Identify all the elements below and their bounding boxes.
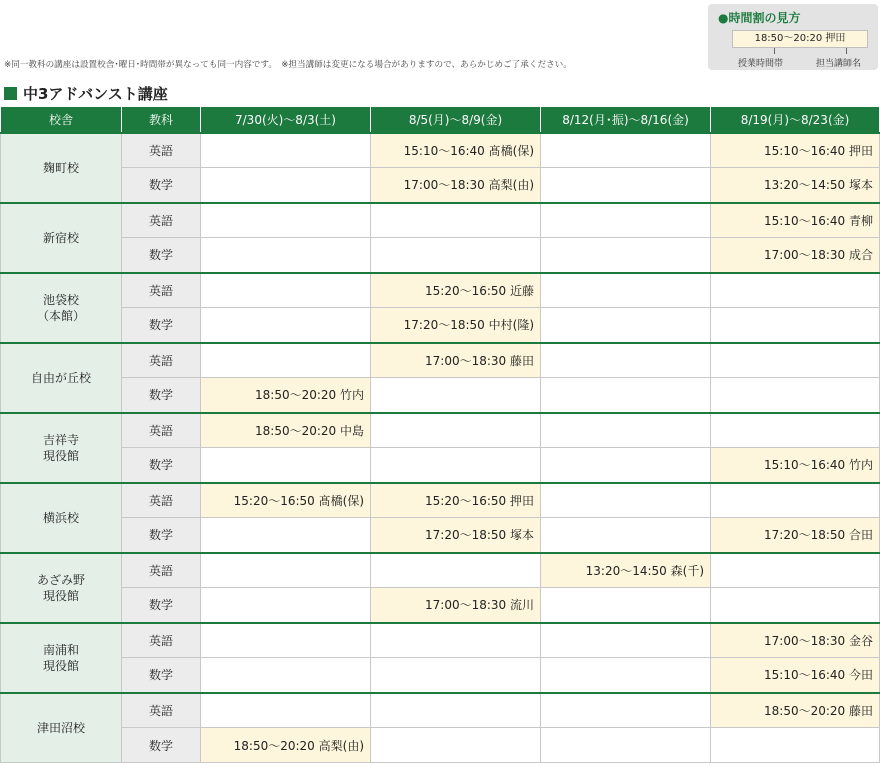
school-name-line: 津田沼校 (36, 720, 85, 735)
subject-cell: 数学 (122, 168, 201, 203)
class-slot-cell (371, 693, 541, 728)
header-week-3: 8/12(月･振)〜8/16(金) (541, 107, 711, 133)
school-name-cell (1, 413, 122, 483)
class-slot-cell (201, 623, 371, 658)
class-slot-cell (541, 623, 711, 658)
class-slot-cell: 13:20〜14:50 塚本 (711, 168, 880, 203)
legend-sample-slot: 18:50〜20:20 押田 (732, 30, 868, 48)
class-slot-cell (541, 413, 711, 448)
subject-cell: 数学 (122, 238, 201, 273)
header-school: 校舎 (1, 107, 122, 133)
class-slot-cell: 18:50〜20:20 高梨(由) (201, 728, 371, 763)
legend-tick-time (774, 48, 775, 54)
school-name-cell (1, 623, 122, 693)
class-slot-cell (541, 238, 711, 273)
school-name-cell (1, 693, 122, 763)
table-row (1, 273, 880, 308)
square-bullet-icon (4, 87, 17, 100)
class-slot-cell: 17:20〜18:50 塚本 (371, 518, 541, 553)
class-slot-cell: 17:00〜18:30 成合 (711, 238, 880, 273)
timetable-legend (708, 4, 878, 70)
table-row (1, 413, 880, 448)
schedule-table (0, 106, 880, 763)
class-slot-cell (371, 728, 541, 763)
subject-cell: 数学 (122, 378, 201, 413)
school-name-cell (1, 273, 122, 343)
table-row (1, 623, 880, 658)
subject-cell: 英語 (122, 203, 201, 238)
class-slot-cell: 17:00〜18:30 流川 (371, 588, 541, 623)
class-slot-cell (711, 378, 880, 413)
class-slot-cell: 17:00〜18:30 藤田 (371, 343, 541, 378)
class-slot-cell (711, 728, 880, 763)
class-slot-cell (371, 203, 541, 238)
class-slot-cell (371, 448, 541, 483)
table-row (1, 518, 880, 553)
subject-cell: 英語 (122, 273, 201, 308)
class-slot-cell (201, 203, 371, 238)
class-slot-cell: 15:10〜16:40 髙橋(保) (371, 133, 541, 168)
table-row (1, 693, 880, 728)
schedule-body (1, 133, 880, 763)
class-slot-cell (541, 728, 711, 763)
subject-cell: 英語 (122, 413, 201, 448)
subject-cell: 英語 (122, 623, 201, 658)
table-row (1, 483, 880, 518)
school-name-line: 新宿校 (42, 230, 79, 245)
section-title-text: 中3アドバンスト講座 (23, 85, 168, 103)
table-row (1, 378, 880, 413)
school-name-line: 現役館 (42, 448, 79, 463)
table-row (1, 308, 880, 343)
table-row (1, 658, 880, 693)
school-name-cell (1, 553, 122, 623)
subject-cell: 数学 (122, 308, 201, 343)
class-slot-cell: 15:20〜16:50 押田 (371, 483, 541, 518)
school-name-line: 横浜校 (42, 510, 79, 525)
header-week-4: 8/19(月)〜8/23(金) (711, 107, 880, 133)
subject-cell: 英語 (122, 553, 201, 588)
class-slot-cell (541, 203, 711, 238)
table-row (1, 168, 880, 203)
class-slot-cell: 15:20〜16:50 髙橋(保) (201, 483, 371, 518)
school-name-cell (1, 133, 122, 203)
class-slot-cell (541, 133, 711, 168)
table-row (1, 588, 880, 623)
header-week-1: 7/30(火)〜8/3(土) (201, 107, 371, 133)
school-name-line: 自由が丘校 (30, 370, 91, 385)
header-row (1, 107, 880, 133)
table-row (1, 553, 880, 588)
class-slot-cell: 17:20〜18:50 中村(隆) (371, 308, 541, 343)
class-slot-cell: 15:20〜16:50 近藤 (371, 273, 541, 308)
class-slot-cell (201, 553, 371, 588)
class-slot-cell (201, 658, 371, 693)
table-row (1, 448, 880, 483)
subject-cell: 英語 (122, 343, 201, 378)
header-week-2: 8/5(月)〜8/9(金) (371, 107, 541, 133)
class-slot-cell (541, 658, 711, 693)
school-name-line: 現役館 (42, 588, 79, 603)
class-slot-cell (201, 308, 371, 343)
class-slot-cell (541, 448, 711, 483)
table-row (1, 203, 880, 238)
class-slot-cell: 17:00〜18:30 高梨(由) (371, 168, 541, 203)
class-slot-cell (711, 273, 880, 308)
table-row (1, 343, 880, 378)
legend-tick-teacher (846, 48, 847, 54)
school-name-cell (1, 203, 122, 273)
school-name-line: 麹町校 (42, 160, 79, 175)
class-slot-cell: 15:10〜16:40 今田 (711, 658, 880, 693)
subject-cell: 数学 (122, 588, 201, 623)
subject-cell: 数学 (122, 518, 201, 553)
class-slot-cell (201, 588, 371, 623)
class-slot-cell: 17:00〜18:30 金谷 (711, 623, 880, 658)
class-slot-cell: 13:20〜14:50 森(千) (541, 553, 711, 588)
class-slot-cell (541, 378, 711, 413)
legend-label-teacher: 担当講師名 (816, 59, 862, 69)
class-slot-cell (371, 238, 541, 273)
class-slot-cell (541, 518, 711, 553)
subject-cell: 英語 (122, 483, 201, 518)
class-slot-cell (371, 413, 541, 448)
class-slot-cell (371, 378, 541, 413)
header-subject: 教科 (122, 107, 201, 133)
class-slot-cell (201, 448, 371, 483)
school-name-line: （本館） (36, 308, 85, 323)
class-slot-cell (711, 553, 880, 588)
class-slot-cell (201, 693, 371, 728)
class-slot-cell: 17:20〜18:50 合田 (711, 518, 880, 553)
school-name-cell (1, 343, 122, 413)
school-name-line: 池袋校 (42, 292, 79, 307)
legend-title: ●時間割の見方 (718, 11, 801, 25)
table-row (1, 728, 880, 763)
class-slot-cell (711, 413, 880, 448)
class-slot-cell (711, 483, 880, 518)
class-slot-cell (201, 133, 371, 168)
class-slot-cell (201, 168, 371, 203)
class-slot-cell (711, 308, 880, 343)
class-slot-cell: 18:50〜20:20 中島 (201, 413, 371, 448)
class-slot-cell (371, 553, 541, 588)
class-slot-cell (541, 588, 711, 623)
legend-label-time: 授業時間帯 (738, 59, 784, 69)
class-slot-cell (541, 483, 711, 518)
class-slot-cell (201, 343, 371, 378)
class-slot-cell (371, 623, 541, 658)
class-slot-cell (711, 588, 880, 623)
class-slot-cell: 15:10〜16:40 押田 (711, 133, 880, 168)
class-slot-cell (711, 343, 880, 378)
class-slot-cell: 18:50〜20:20 藤田 (711, 693, 880, 728)
class-slot-cell (541, 693, 711, 728)
subject-cell: 数学 (122, 658, 201, 693)
subject-cell: 数学 (122, 728, 201, 763)
class-slot-cell: 15:10〜16:40 青柳 (711, 203, 880, 238)
school-name-line: 南浦和 (42, 642, 79, 657)
school-name-line: 吉祥寺 (42, 432, 79, 447)
class-slot-cell (541, 343, 711, 378)
class-slot-cell (541, 168, 711, 203)
section-title (4, 83, 168, 104)
subject-cell: 英語 (122, 133, 201, 168)
class-slot-cell: 18:50〜20:20 竹内 (201, 378, 371, 413)
school-name-line: 現役館 (42, 658, 79, 673)
class-slot-cell: 15:10〜16:40 竹内 (711, 448, 880, 483)
class-slot-cell (201, 273, 371, 308)
subject-cell: 英語 (122, 693, 201, 728)
class-slot-cell (541, 308, 711, 343)
class-slot-cell (541, 273, 711, 308)
subject-cell: 数学 (122, 448, 201, 483)
class-slot-cell (371, 658, 541, 693)
class-slot-cell (201, 238, 371, 273)
notice-text: ※同一教科の講座は設置校舎･曜日･時間帯が異なっても同一内容です。 ※担当講師は変更になる場合がありますので、あらかじめご了承ください。 (4, 60, 572, 70)
table-row (1, 238, 880, 273)
school-name-cell (1, 483, 122, 553)
class-slot-cell (201, 518, 371, 553)
table-row (1, 133, 880, 168)
school-name-line: あざみ野 (36, 572, 85, 587)
